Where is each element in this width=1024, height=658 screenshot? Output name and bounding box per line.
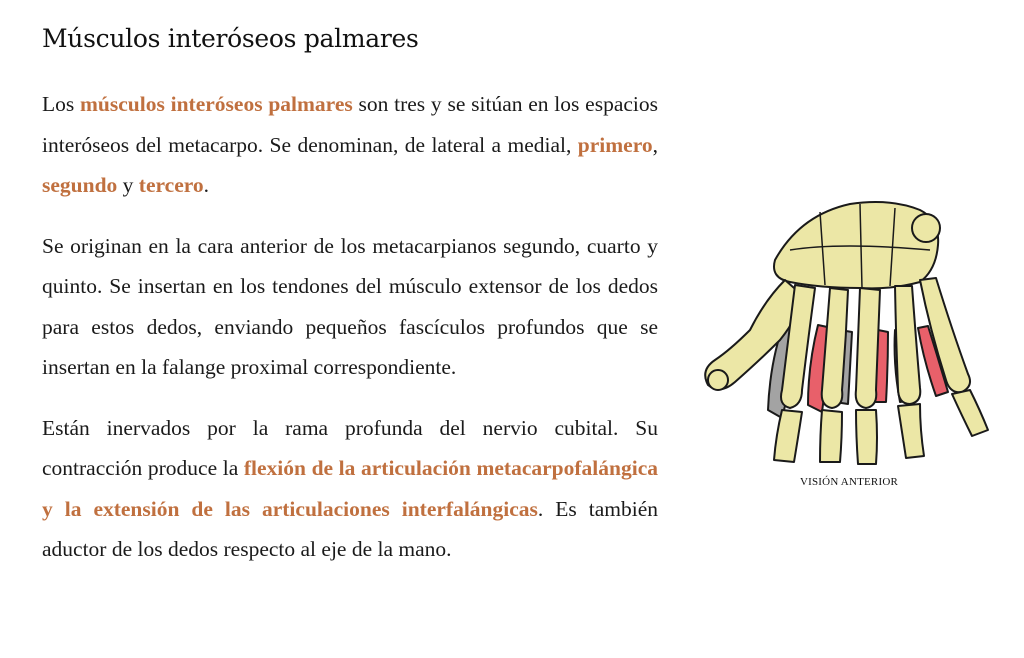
highlight-term: flexión de la articulación metacarpofalángica y la extensión de las articulaciones interfalángicas <box>42 456 658 521</box>
paragraph-innervation-action <box>42 408 658 570</box>
metacarpal <box>895 286 920 404</box>
text: . Es también aductor de los dedos respecto al eje de la mano. <box>42 496 658 561</box>
hand-illustration <box>690 190 1000 490</box>
highlight-term: tercero <box>138 173 204 197</box>
highlight-term: músculos interóseos palmares <box>80 92 353 116</box>
carpal-bones <box>774 202 938 288</box>
phalanx <box>820 410 842 462</box>
phalanx <box>774 410 802 462</box>
page-title: Músculos interóseos palmares <box>42 24 419 53</box>
text: Están inervados por la rama profunda del nervio cubital. Su contracción produce la <box>42 415 658 480</box>
text: . <box>203 173 210 197</box>
paragraph-origin-insertion <box>42 226 658 388</box>
paragraph-intro <box>42 84 658 206</box>
text: , <box>652 132 658 157</box>
text: Los <box>42 92 81 116</box>
hand-anatomy-image <box>690 190 1008 470</box>
highlight-term: primero <box>577 132 653 157</box>
figure-caption: VISIÓN ANTERIOR <box>799 476 899 488</box>
pisiform-bone <box>912 214 940 242</box>
phalanx <box>952 390 988 436</box>
text: Se originan en la cara anterior de los metacarpianos segundo, cuarto y quinto. Se insertan en los tendones del músculo extensor de los dedos para estos dedos, enviando pequeños fascículos profundos que se insertan en la falange proximal correspondiente. <box>42 233 658 379</box>
text: y <box>117 173 139 197</box>
article-body <box>42 84 658 590</box>
text: son tres y se sitúan en los espacios interóseos del metacarpo. Se denominan, de lateral a medial, <box>42 92 658 157</box>
metacarpal <box>856 288 880 408</box>
phalanx <box>856 410 877 464</box>
highlight-term: segundo <box>42 173 118 197</box>
phalanx <box>898 404 924 458</box>
